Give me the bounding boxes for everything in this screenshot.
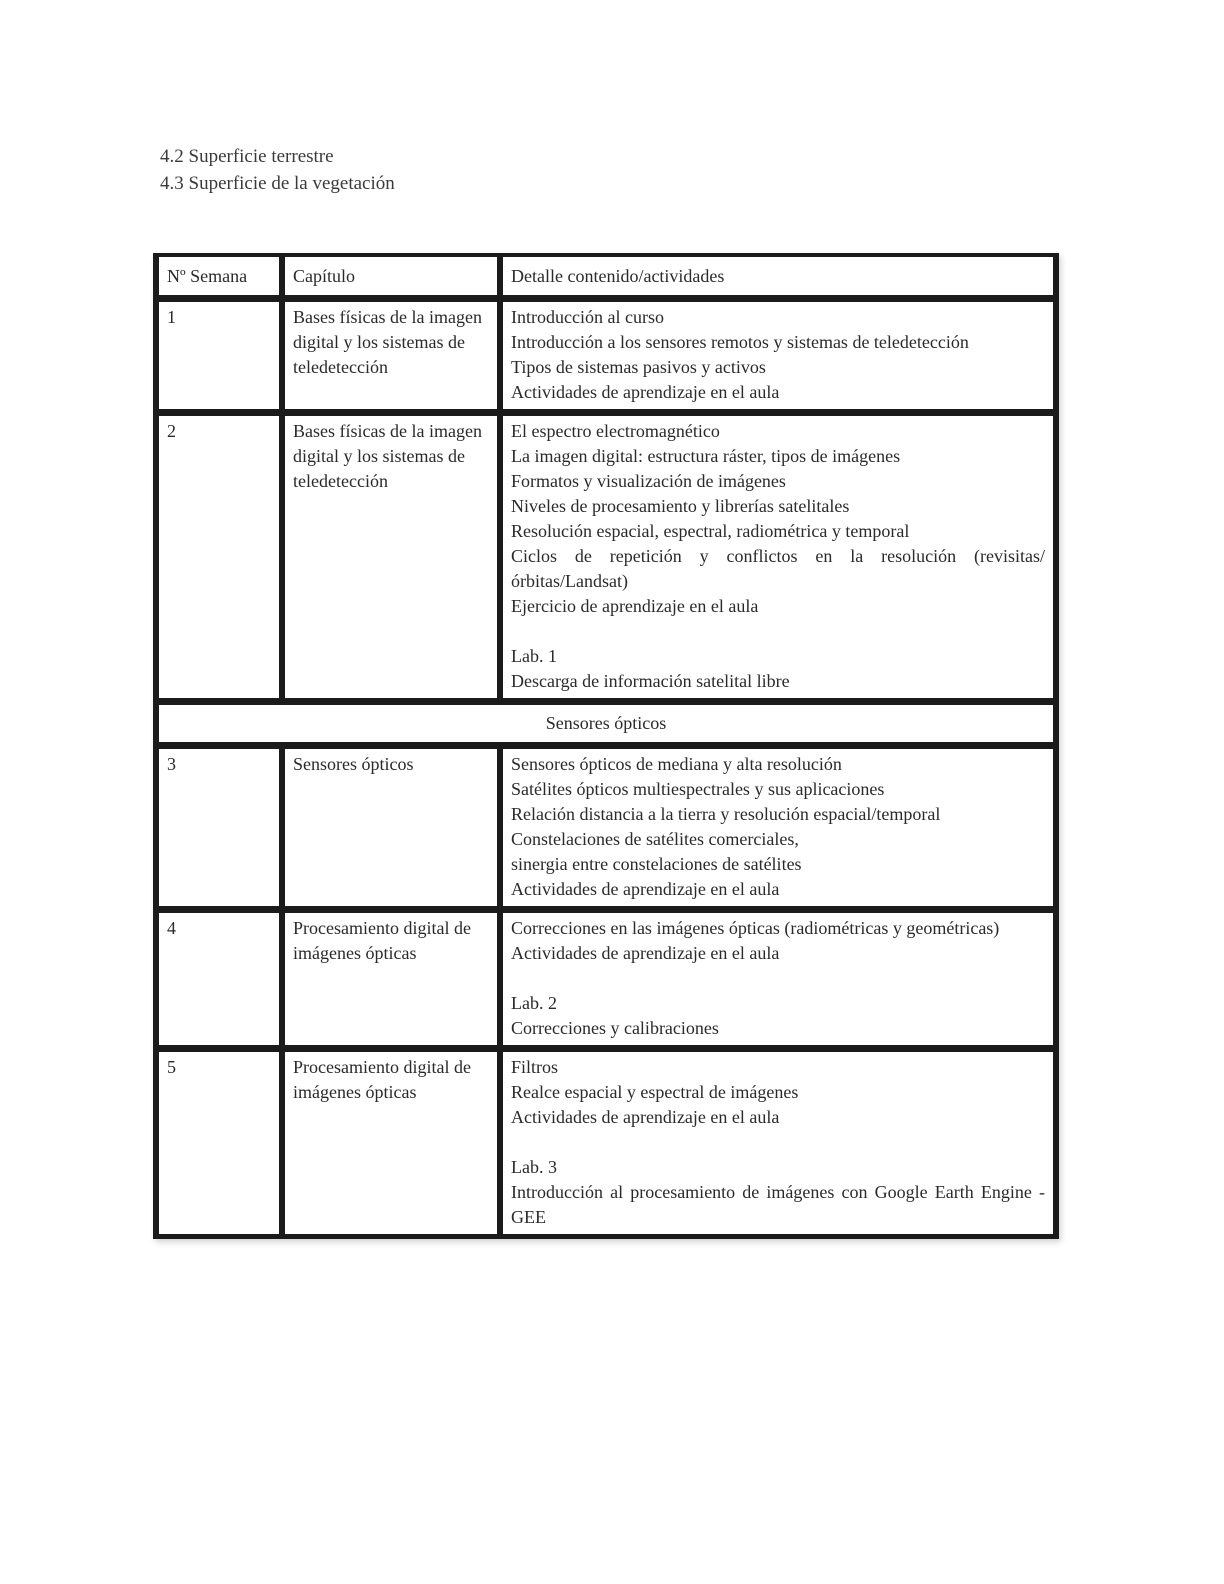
details-cell: [500, 413, 1056, 702]
detail-line: Tipos de sistemas pasivos y activos: [511, 357, 766, 377]
header-details: Detalle contenido/actividades: [500, 255, 1056, 299]
detail-line: Actividades de aprendizaje en el aula: [511, 382, 780, 402]
detail-line: Niveles de procesamiento y librerías satelitales: [511, 496, 850, 516]
detail-line: Satélites ópticos multiespectrales y sus aplicaciones: [511, 779, 885, 799]
section-divider-row: [156, 702, 1056, 746]
detail-line: Ejercicio de aprendizaje en el aula: [511, 596, 759, 616]
detail-line: Correcciones en las imágenes ópticas (radiométricas y geométricas): [511, 918, 1000, 938]
detail-line: Lab. 2: [511, 993, 557, 1013]
detail-line: Resolución espacial, espectral, radiométrica y temporal: [511, 521, 910, 541]
detail-line: Introducción al procesamiento de imágenes con Google Earth Engine - GEE: [511, 1182, 1045, 1227]
detail-line: Relación distancia a la tierra y resolución espacial/temporal: [511, 804, 941, 824]
detail-line: El espectro electromagnético: [511, 421, 720, 441]
heading-line-2: 4.3 Superficie de la vegetación: [160, 173, 395, 194]
chapter-cell: Procesamiento digital de imágenes ópticas: [282, 910, 500, 1049]
detail-spacer: [511, 619, 1045, 644]
detail-line: Introducción a los sensores remotos y sistemas de teledetección: [511, 332, 969, 352]
section-label: Sensores ópticos: [156, 702, 1056, 746]
detail-spacer: [511, 1130, 1045, 1155]
detail-line: Lab. 3: [511, 1157, 557, 1177]
header-chapter: Capítulo: [282, 255, 500, 299]
detail-spacer: [511, 966, 1045, 991]
week-number-cell: 2: [156, 413, 282, 702]
course-schedule-table: [153, 253, 1059, 1239]
section-heading: [160, 143, 395, 197]
detail-line: Constelaciones de satélites comerciales,: [511, 829, 799, 849]
detail-line: Actividades de aprendizaje en el aula: [511, 879, 780, 899]
detail-line: Descarga de información satelital libre: [511, 671, 790, 691]
chapter-cell: Sensores ópticos: [282, 746, 500, 910]
table-row: [156, 413, 1056, 702]
details-cell: [500, 746, 1056, 910]
week-number-cell: 5: [156, 1049, 282, 1237]
detail-line: Lab. 1: [511, 646, 557, 666]
table-row: [156, 299, 1056, 413]
detail-line: Correcciones y calibraciones: [511, 1018, 719, 1038]
detail-line: Actividades de aprendizaje en el aula: [511, 943, 780, 963]
chapter-cell: Bases físicas de la imagen digital y los sistemas de teledetección: [282, 413, 500, 702]
details-cell: [500, 910, 1056, 1049]
week-number-cell: 3: [156, 746, 282, 910]
detail-line: Introducción al curso: [511, 307, 664, 327]
table-row: [156, 1049, 1056, 1237]
detail-line: Formatos y visualización de imágenes: [511, 471, 786, 491]
detail-line: Sensores ópticos de mediana y alta resolución: [511, 754, 842, 774]
chapter-cell: Procesamiento digital de imágenes ópticas: [282, 1049, 500, 1237]
header-week: Nº Semana: [156, 255, 282, 299]
details-cell: [500, 299, 1056, 413]
week-number-cell: 1: [156, 299, 282, 413]
table-row: [156, 910, 1056, 1049]
chapter-cell: Bases físicas de la imagen digital y los sistemas de teledetección: [282, 299, 500, 413]
table-header-row: [156, 255, 1056, 299]
detail-line: Ciclos de repetición y conflictos en la resolución (revisitas/órbitas/Landsat): [511, 546, 1045, 591]
detail-line: sinergia entre constelaciones de satélites: [511, 854, 802, 874]
detail-line: Realce espacial y espectral de imágenes: [511, 1082, 799, 1102]
table-row: [156, 746, 1056, 910]
details-cell: [500, 1049, 1056, 1237]
detail-line: Actividades de aprendizaje en el aula: [511, 1107, 780, 1127]
detail-line: La imagen digital: estructura ráster, tipos de imágenes: [511, 446, 901, 466]
heading-line-1: 4.2 Superficie terrestre: [160, 146, 334, 167]
week-number-cell: 4: [156, 910, 282, 1049]
detail-line: Filtros: [511, 1057, 559, 1077]
